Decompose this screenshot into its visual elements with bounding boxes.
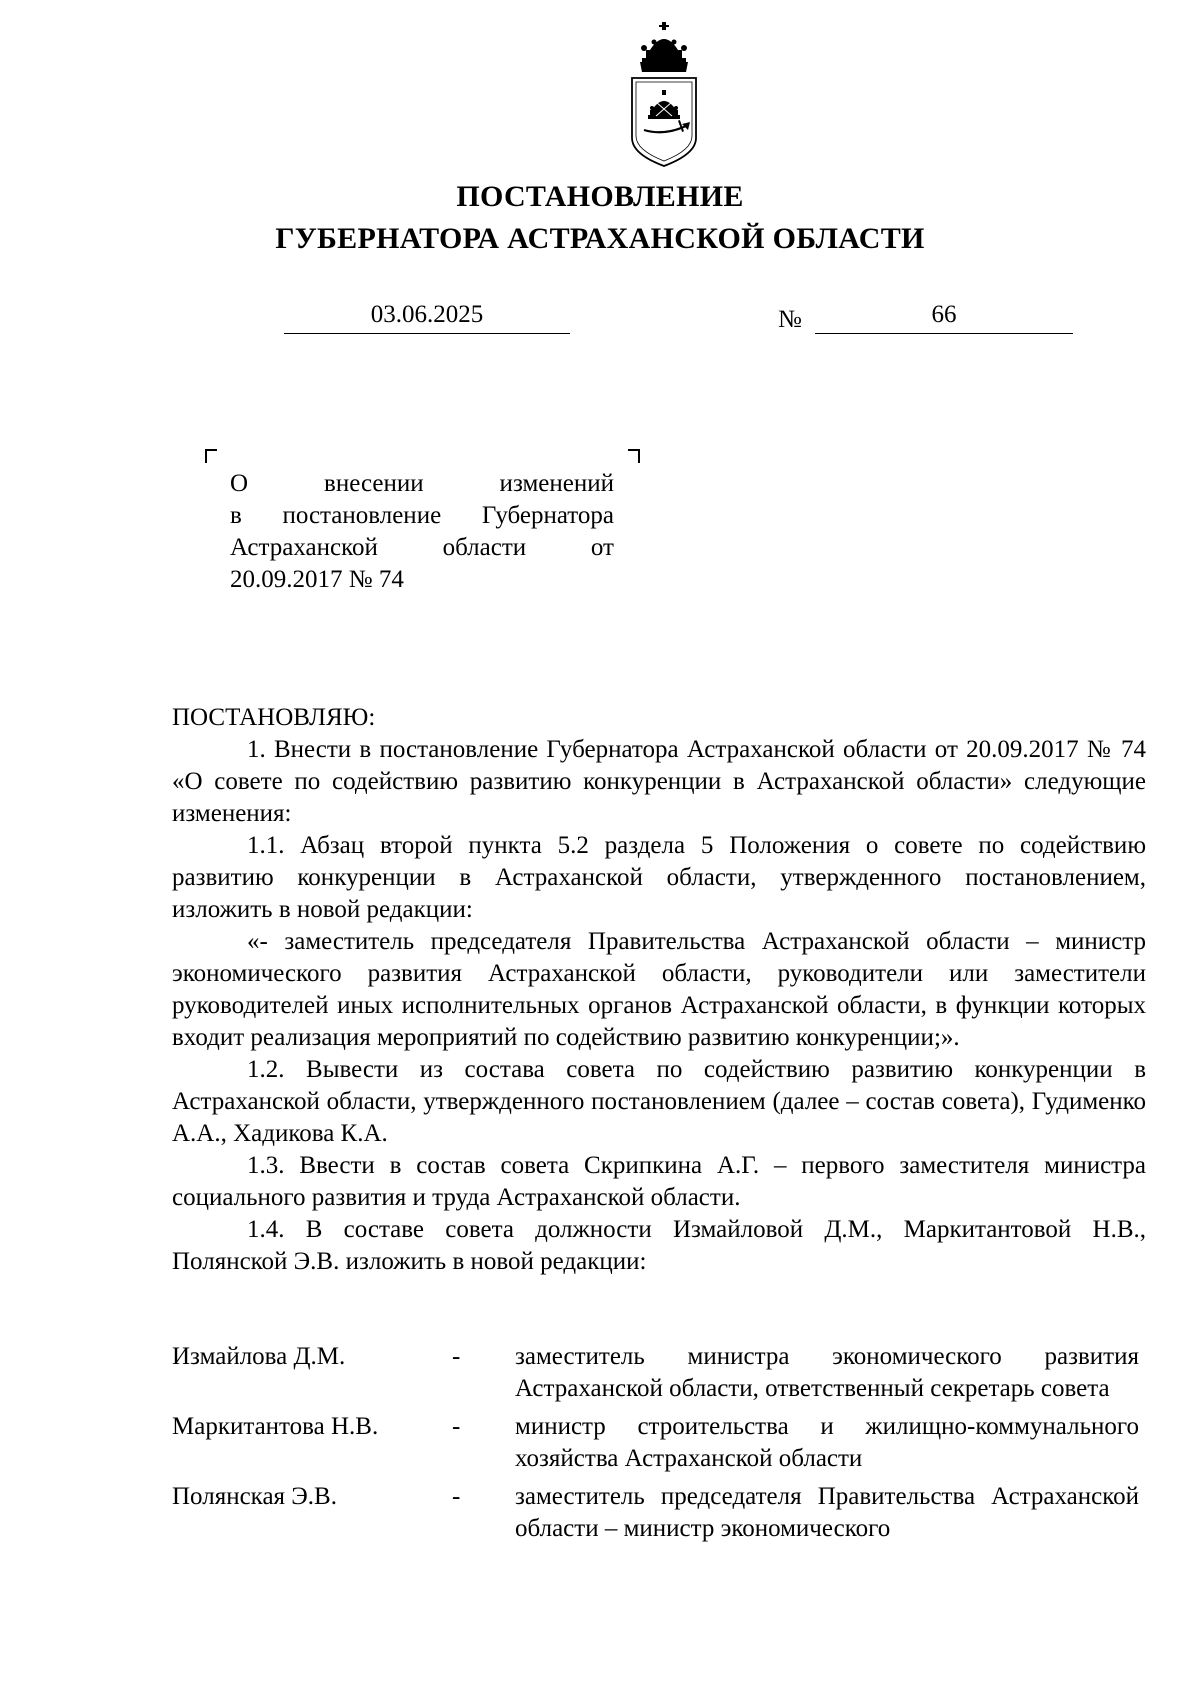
document-date: 03.06.2025: [284, 300, 570, 334]
member-dash: -: [452, 1343, 461, 1370]
member-role: заместитель министра экономического развития Астраханской области, ответственный секретарь совета: [515, 1343, 1139, 1402]
decree-word: ПОСТАНОВЛЯЮ:: [172, 704, 376, 731]
member-row: [172, 1411, 1146, 1475]
member-row: [172, 1481, 1146, 1545]
subject-line: в постановление Губернатора: [230, 502, 614, 529]
member-row: [172, 1341, 1146, 1405]
member-role: заместитель председателя Правительства Астраханской области – министр экономического: [515, 1483, 1139, 1542]
number-sign: №: [778, 306, 802, 333]
document-subject: [230, 468, 614, 596]
member-name: Маркитантова Н.В.: [172, 1413, 379, 1440]
subject-corner-left: [205, 449, 217, 463]
document-body: [172, 702, 1146, 1278]
document-number: 66: [815, 300, 1073, 334]
subject-line: Астраханской области от: [230, 534, 614, 561]
member-dash: -: [452, 1413, 461, 1440]
paragraph-1-2: 1.2. Вывести из состава совета по содействию развитию конкуренции в Астраханской области, утвержденного постановлением (далее – состав совета), Гудименко А.А., Хадикова К.А.: [172, 1056, 1146, 1147]
coat-of-arms-icon: [620, 20, 708, 170]
subject-line: 20.09.2017 № 74: [230, 566, 404, 593]
subject-corner-right: [628, 449, 640, 463]
paragraph-1-4: 1.4. В составе совета должности Измайловой Д.М., Маркитантовой Н.В., Полянской Э.В. изложить в новой редакции:: [172, 1216, 1146, 1275]
member-dash: -: [452, 1483, 461, 1510]
paragraph-1-3: 1.3. Ввести в состав совета Скрипкина А.Г. – первого заместителя министра социального развития и труда Астраханской области.: [172, 1152, 1146, 1211]
subject-line: О внесении изменений: [230, 470, 614, 497]
member-name: Измайлова Д.М.: [172, 1343, 346, 1370]
document-type-title: ПОСТАНОВЛЕНИЕ: [456, 180, 744, 213]
member-name: Полянская Э.В.: [172, 1483, 337, 1510]
members-table: [172, 1341, 1146, 1551]
paragraph-1: 1. Внести в постановление Губернатора Астраханской области от 20.09.2017 № 74 «О совете по содействию развитию конкуренции в Астраханской области» следующие изменения:: [172, 736, 1146, 827]
paragraph-1-1-quote: «- заместитель председателя Правительства Астраханской области – министр экономического развития Астраханской области, руководители или заместители руководителей иных исполнительных органов Астраханской области, в функции которых входит реализация мероприятий по содействию развитию конкуренции;».: [172, 928, 1146, 1051]
paragraph-1-1: 1.1. Абзац второй пункта 5.2 раздела 5 Положения о совете по содействию развитию конкуренции в Астраханской области, утвержденного постановлением, изложить в новой редакции:: [172, 832, 1146, 923]
issuer-title: ГУБЕРНАТОРА АСТРАХАНСКОЙ ОБЛАСТИ: [275, 222, 925, 255]
member-role: министр строительства и жилищно-коммунального хозяйства Астраханской области: [515, 1413, 1139, 1472]
